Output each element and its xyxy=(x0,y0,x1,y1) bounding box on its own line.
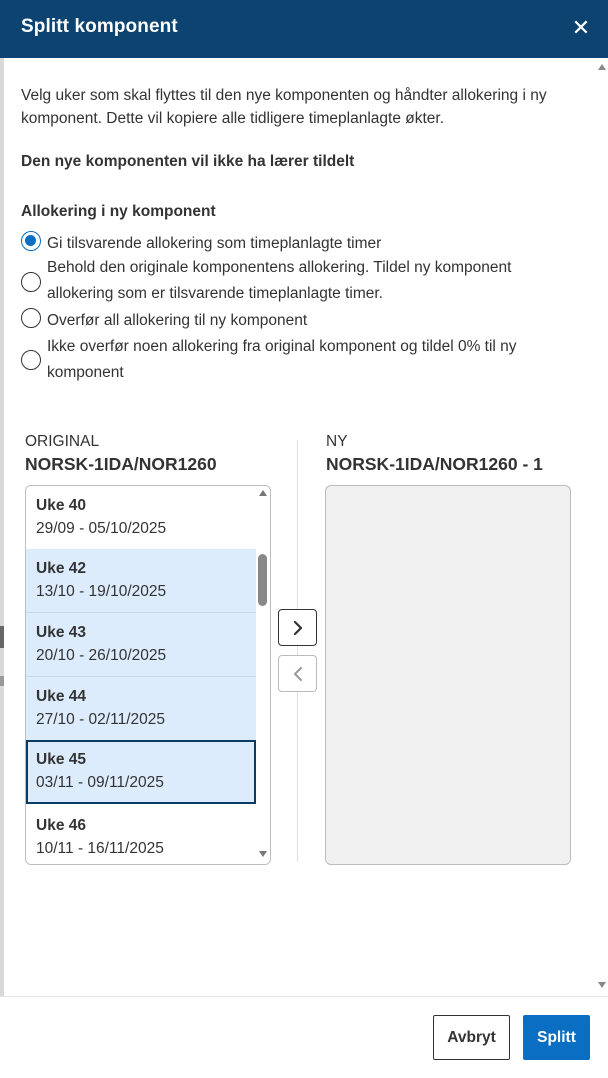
week-item[interactable] xyxy=(26,677,256,741)
radio-button[interactable] xyxy=(21,350,41,370)
radio-label: Behold den originale komponentens allokering. Tildel ny komponent allokering som er tilsvarende timeplanlagte timer. xyxy=(47,259,512,302)
close-icon[interactable]: ✕ xyxy=(571,15,591,40)
move-left-button[interactable] xyxy=(278,655,317,692)
original-component-name: NORSK-1IDA/NOR1260 xyxy=(25,454,217,474)
week-name: Uke 45 xyxy=(36,751,86,768)
week-item[interactable] xyxy=(26,613,256,677)
week-dates: 03/11 - 09/11/2025 xyxy=(36,774,164,791)
radio-option-keep-original[interactable] xyxy=(21,255,577,307)
scroll-down-arrow-icon[interactable] xyxy=(259,851,267,857)
dialog-title: Splitt komponent xyxy=(21,16,178,37)
week-dates: 29/09 - 05/10/2025 xyxy=(36,520,167,537)
scroll-down-arrow-icon[interactable] xyxy=(598,982,606,988)
week-item[interactable] xyxy=(26,486,256,550)
week-item[interactable] xyxy=(26,740,256,804)
week-name: Uke 42 xyxy=(36,560,86,577)
week-dates: 27/10 - 02/11/2025 xyxy=(36,711,165,728)
radio-label: Overfør all allokering til ny komponent xyxy=(47,312,308,329)
no-teacher-note: Den nye komponenten vil ikke ha lærer tildelt xyxy=(21,153,355,170)
intro-text: Velg uker som skal flyttes til den nye komponenten og håndter allokering i ny komponent. Dette vil kopiere alle tidligere timeplanlagte økter. xyxy=(21,87,547,127)
column-divider xyxy=(297,440,298,862)
dialog-header xyxy=(0,0,608,58)
radio-button[interactable] xyxy=(21,231,41,251)
week-name: Uke 43 xyxy=(36,624,86,641)
radio-button[interactable] xyxy=(21,272,41,292)
radio-label: Ikke overfør noen allokering fra original komponent og tildel 0% til ny komponent xyxy=(47,338,517,381)
scroll-up-arrow-icon[interactable] xyxy=(598,64,606,70)
radio-label: Gi tilsvarende allokering som timeplanlagte timer xyxy=(47,235,382,252)
new-week-list[interactable] xyxy=(325,485,571,865)
week-dates: 10/11 - 16/11/2025 xyxy=(36,840,164,857)
move-right-button[interactable] xyxy=(278,609,317,646)
split-button[interactable]: Splitt xyxy=(523,1015,590,1060)
dialog-footer xyxy=(0,996,608,1078)
new-heading: NY xyxy=(326,433,348,450)
allocation-title: Allokering i ny komponent xyxy=(21,203,216,220)
original-week-list[interactable] xyxy=(25,485,271,865)
week-name: Uke 46 xyxy=(36,817,86,834)
chevron-left-icon xyxy=(292,667,304,681)
new-component-name: NORSK-1IDA/NOR1260 - 1 xyxy=(326,454,543,474)
chevron-right-icon xyxy=(292,621,304,635)
dialog-body xyxy=(4,58,596,996)
scrollbar-thumb[interactable] xyxy=(258,554,267,606)
week-name: Uke 40 xyxy=(36,497,86,514)
scroll-up-arrow-icon[interactable] xyxy=(259,490,267,496)
radio-button[interactable] xyxy=(21,308,41,328)
week-dates: 13/10 - 19/10/2025 xyxy=(36,583,167,600)
cancel-button[interactable]: Avbryt xyxy=(433,1015,510,1060)
dialog-scrollbar[interactable] xyxy=(596,58,608,996)
radio-option-transfer-all[interactable] xyxy=(21,308,577,334)
radio-option-equal-allocation[interactable] xyxy=(21,231,577,257)
radio-option-transfer-none[interactable] xyxy=(21,334,577,386)
week-item[interactable] xyxy=(26,806,256,865)
week-dates: 20/10 - 26/10/2025 xyxy=(36,647,167,664)
original-heading: ORIGINAL xyxy=(25,433,100,450)
week-list-scrollbar[interactable] xyxy=(256,486,271,864)
week-name: Uke 44 xyxy=(36,688,86,705)
week-item[interactable] xyxy=(26,549,256,613)
